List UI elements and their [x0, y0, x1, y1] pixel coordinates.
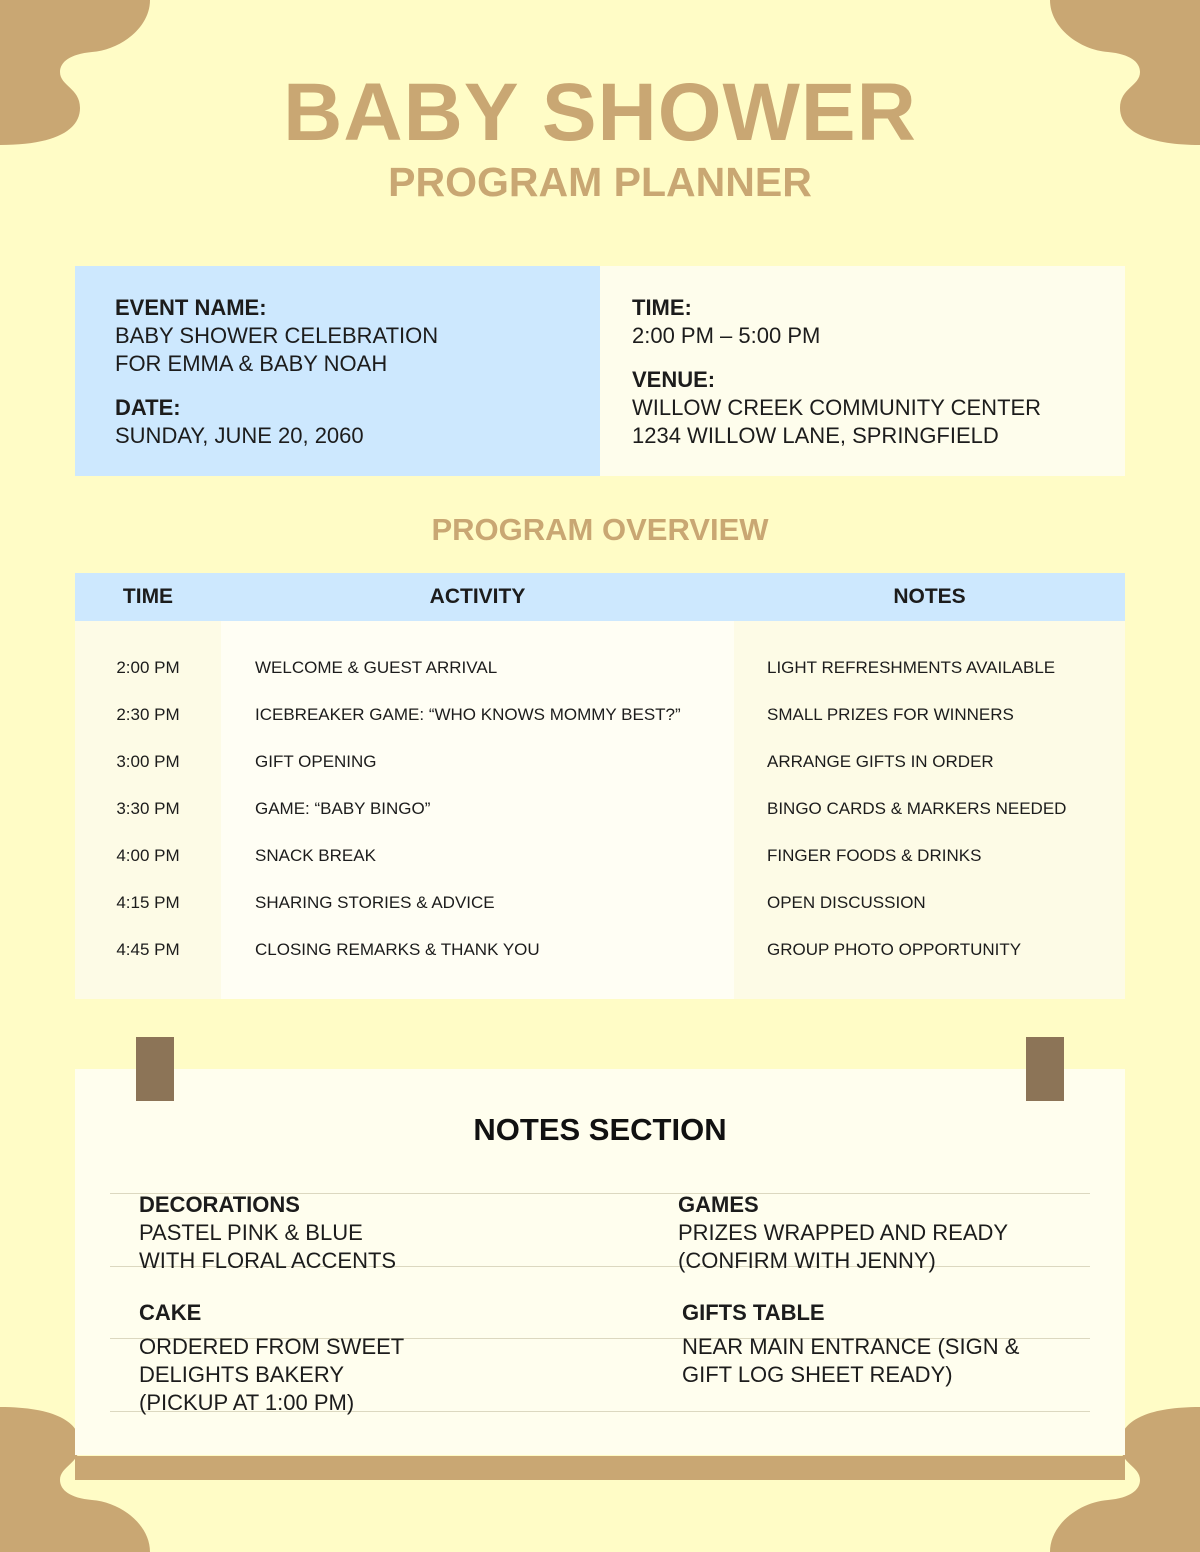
table-cell-notes: GROUP PHOTO OPPORTUNITY: [767, 940, 1022, 959]
note-gifts-table: [682, 1299, 1019, 1389]
table-cell-activity: SNACK BREAK: [255, 846, 376, 865]
table-cell-time: 3:00 PM: [116, 752, 180, 771]
table-cell-notes: ARRANGE GIFTS IN ORDER: [767, 752, 994, 771]
note-decorations-line2: WITH FLORAL ACCENTS: [139, 1248, 397, 1273]
note-cake-line1: ORDERED FROM SWEET: [139, 1334, 405, 1359]
program-table: [75, 573, 1125, 999]
notes-card-bottom-bar: [75, 1456, 1125, 1480]
event-time-value: 2:00 PM – 5:00 PM: [632, 323, 821, 348]
table-cell-activity: GIFT OPENING: [255, 752, 377, 771]
notes-section-heading: NOTES SECTION: [473, 1112, 727, 1147]
event-name-line2: FOR EMMA & BABY NOAH: [115, 351, 388, 376]
table-cell-activity: ICEBREAKER GAME: “WHO KNOWS MOMMY BEST?”: [255, 705, 681, 724]
table-cell-activity: CLOSING REMARKS & THANK YOU: [255, 940, 540, 959]
page-subtitle: PROGRAM PLANNER: [388, 159, 812, 205]
event-date-value: SUNDAY, JUNE 20, 2060: [115, 423, 364, 448]
table-cell-time: 3:30 PM: [116, 799, 180, 818]
note-cake-line3: (PICKUP AT 1:00 PM): [139, 1390, 355, 1415]
note-gifts-line2: GIFT LOG SHEET READY): [682, 1362, 953, 1387]
event-date-label: DATE:: [115, 395, 181, 420]
event-name-label: EVENT NAME:: [115, 295, 267, 320]
tape-tab-left: [136, 1037, 174, 1101]
note-gifts-line1: NEAR MAIN ENTRANCE (SIGN &: [682, 1334, 1020, 1359]
event-info-right: [600, 266, 1125, 476]
event-time-label: TIME:: [632, 295, 692, 320]
tape-tab-right: [1026, 1037, 1064, 1101]
note-games-line1: PRIZES WRAPPED AND READY: [678, 1220, 1009, 1245]
table-cell-notes: BINGO CARDS & MARKERS NEEDED: [767, 799, 1067, 818]
table-cell-time: 4:45 PM: [116, 940, 180, 959]
program-table-body: [75, 621, 1125, 999]
table-cell-notes: SMALL PRIZES FOR WINNERS: [767, 705, 1014, 724]
table-cell-activity: SHARING STORIES & ADVICE: [255, 893, 495, 912]
column-header-activity: ACTIVITY: [429, 585, 526, 608]
note-cake-label: CAKE: [139, 1300, 202, 1325]
note-games-label: GAMES: [678, 1192, 759, 1217]
event-venue-line2: 1234 WILLOW LANE, SPRINGFIELD: [632, 423, 999, 448]
note-cake: [139, 1299, 404, 1417]
column-header-time: TIME: [122, 585, 174, 608]
table-cell-activity: GAME: “BABY BINGO”: [255, 799, 431, 818]
table-cell-notes: OPEN DISCUSSION: [767, 893, 926, 912]
time-column: [75, 621, 221, 999]
table-cell-time: 2:00 PM: [116, 658, 180, 677]
event-info-left: [75, 266, 600, 476]
activity-column: [221, 621, 734, 999]
table-cell-activity: WELCOME & GUEST ARRIVAL: [255, 658, 498, 677]
table-cell-time: 4:15 PM: [116, 893, 180, 912]
table-cell-notes: LIGHT REFRESHMENTS AVAILABLE: [767, 658, 1056, 677]
note-decorations: [139, 1191, 396, 1275]
note-games: [678, 1191, 1008, 1275]
column-header-notes: NOTES: [893, 585, 966, 608]
program-overview-heading: PROGRAM OVERVIEW: [431, 512, 769, 547]
note-games-line2: (CONFIRM WITH JENNY): [678, 1248, 936, 1273]
event-name-line1: BABY SHOWER CELEBRATION: [115, 323, 439, 348]
table-cell-notes: FINGER FOODS & DRINKS: [767, 846, 982, 865]
table-cell-time: 2:30 PM: [116, 705, 180, 724]
note-gifts-label: GIFTS TABLE: [682, 1300, 825, 1325]
page-title: BABY SHOWER: [283, 67, 917, 158]
notes-column: [734, 621, 1125, 999]
event-venue-label: VENUE:: [632, 367, 716, 392]
program-table-header: [75, 573, 1125, 621]
event-venue-line1: WILLOW CREEK COMMUNITY CENTER: [632, 395, 1042, 420]
table-cell-time: 4:00 PM: [116, 846, 180, 865]
event-info-panel: [75, 266, 1125, 476]
note-cake-line2: DELIGHTS BAKERY: [139, 1362, 344, 1387]
note-decorations-line1: PASTEL PINK & BLUE: [139, 1220, 363, 1245]
note-decorations-label: DECORATIONS: [139, 1192, 300, 1217]
